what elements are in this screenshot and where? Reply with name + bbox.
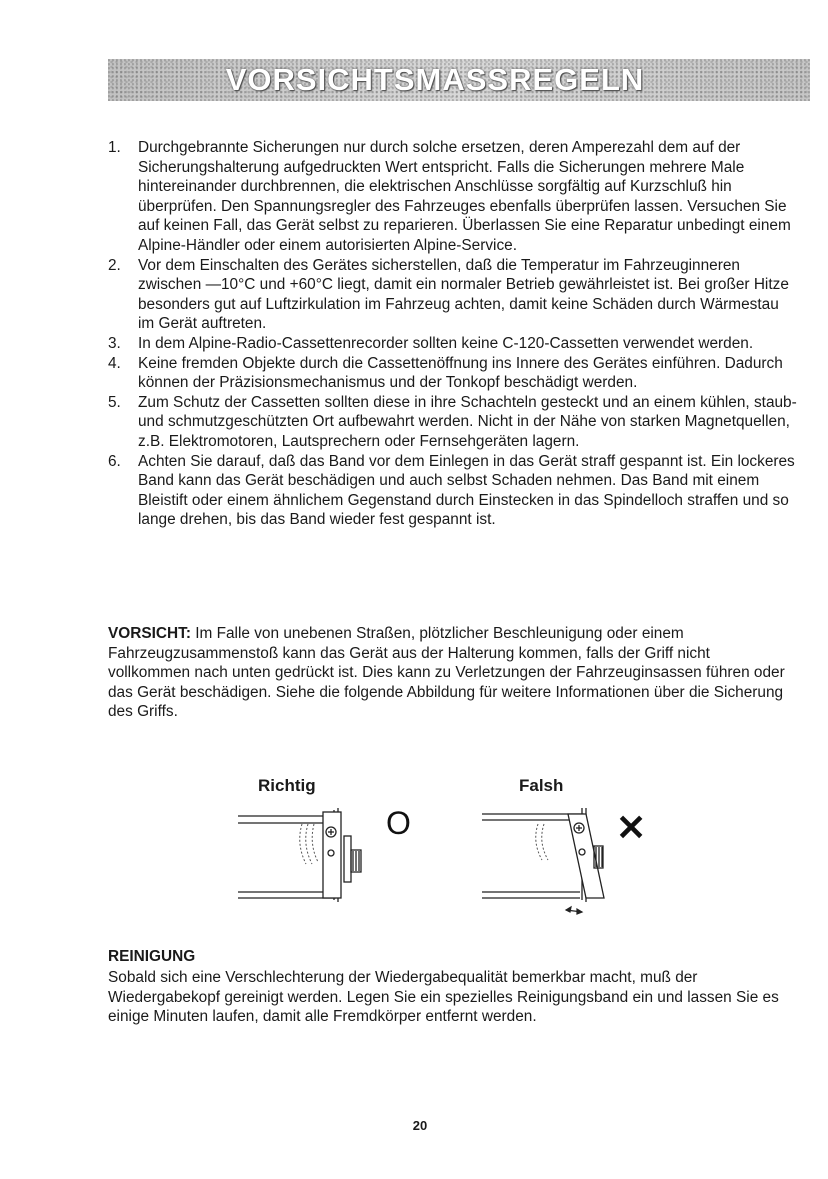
list-item: [108, 354, 798, 393]
list-item: [108, 138, 798, 256]
list-number: 3.: [108, 334, 121, 352]
wrong-symbol: ✕: [616, 807, 647, 848]
list-number: 6.: [108, 452, 121, 470]
wrong-figure-label: Falsh: [519, 776, 564, 795]
list-number: 2.: [108, 256, 121, 274]
cleaning-text: Sobald sich eine Verschlechterung der Wiedergabequalität bemerkbar macht, muß der Wiedergabekopf gereinigt werden. Legen Sie ein spezielles Reinigungsband ein und lassen Sie es einige Minuten laufen, damit alle Fremdkörper entfernt werden.: [108, 969, 779, 1026]
wrong-lever-illustration: [476, 800, 676, 918]
list-number: 4.: [108, 354, 121, 372]
caution-paragraph: [108, 624, 788, 722]
list-item: [108, 334, 798, 354]
correct-figure-label: Richtig: [258, 776, 316, 795]
list-text: Vor dem Einschalten des Gerätes sicherstellen, daß die Temperatur im Fahrzeuginneren zwischen —10°C und +60°C liegt, damit ein normaler Betrieb gewährleistet ist. Bei großer Hitze besonders gut auf Luftzirkulation im Fahrzeug achten, damit keine Schäden durch Wärmestau im Gerät auftreten.: [138, 256, 789, 333]
list-text: Durchgebrannte Sicherungen nur durch solche ersetzen, deren Amperezahl dem auf der Sicherungshalterung aufgedruckten Wert entspricht. Falls die Sicherungen mehrere Male hintereinander durchbrennen, die elektrischen Anschlüsse sorgfältig auf Kurzschluß hin überprüfen. Den Spannungsregler des Fahrzeuges ebenfalls überprüfen lassen. Versuchen Sie auf keinen Fall, das Gerät selbst zu reparieren. Überlassen Sie eine Reparatur unbedingt einem Alpine-Händler oder einem autorisierten Alpine-Service.: [138, 139, 791, 254]
correct-lever-illustration: [232, 800, 432, 910]
caution-label: VORSICHT:: [108, 625, 191, 642]
precautions-list: [108, 138, 798, 530]
list-item: [108, 256, 798, 334]
header-banner: [108, 59, 810, 101]
page-number: 20: [412, 1118, 428, 1133]
list-item: [108, 452, 798, 530]
cleaning-heading: REINIGUNG: [108, 948, 196, 965]
list-text: Zum Schutz der Cassetten sollten diese in ihre Schachteln gesteckt und an einem kühlen, staub- und schmutzgeschützten Ort aufbewahrt werden. Nicht in der Nähe von starken Magnetquellen, z.B. Elektromotoren, Lautsprechern oder Fernsehgeräten lagern.: [138, 393, 797, 450]
page-title: VORSICHTSMASSREGELN: [225, 62, 645, 97]
list-text: In dem Alpine-Radio-Cassettenrecorder sollten keine C-120-Cassetten verwendet werden.: [138, 334, 754, 352]
list-text: Achten Sie darauf, daß das Band vor dem Einlegen in das Gerät straff gespannt ist. Ein lockeres Band kann das Gerät beschädigen und auch selbst Schaden nehmen. Das Band mit einem Bleistift oder einem ähnlichem Gegenstand durch Einstecken in das Spindelloch straffen und so lange drehen, bis das Band wieder fest gespannt ist.: [138, 452, 795, 529]
correct-symbol: O: [386, 805, 411, 841]
list-item: [108, 393, 798, 452]
list-text: Keine fremden Objekte durch die Cassettenöffnung ins Innere des Gerätes einführen. Dadurch können der Präzisionsmechanismus und der Tonkopf beschädigt werden.: [138, 354, 783, 392]
caution-text: Im Falle von unebenen Straßen, plötzlicher Beschleunigung oder einem Fahrzeugzusammenstoß kann das Gerät aus der Halterung kommen, falls der Griff nicht vollkommen nach unten gedrückt ist. Dies kann zu Verletzungen der Fahrzeuginsassen führen oder das Gerät beschädigen. Siehe die folgende Abbildung für weitere Informationen über die Sicherung des Griffs.: [108, 625, 785, 721]
list-number: 5.: [108, 393, 121, 411]
list-number: 1.: [108, 139, 121, 156]
